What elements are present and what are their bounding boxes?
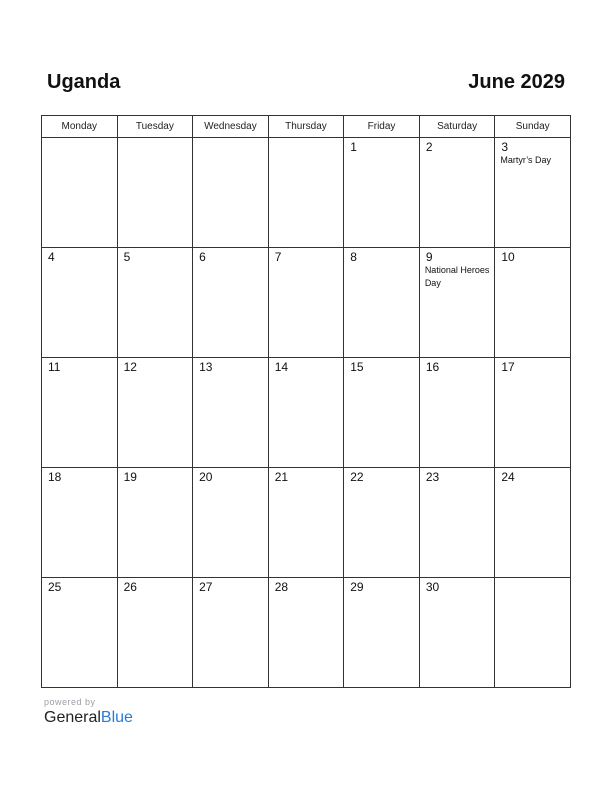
- day-number: 12: [123, 360, 137, 374]
- day-number: 15: [350, 360, 364, 374]
- brand-footer[interactable]: [44, 697, 133, 728]
- day-cell: [495, 358, 571, 468]
- day-cell: [42, 578, 118, 688]
- day-number: 8: [350, 250, 357, 264]
- logo-blue-text: Blue: [100, 709, 133, 726]
- day-number: 7: [274, 250, 282, 264]
- week-row: [42, 468, 571, 578]
- day-number: [42, 138, 117, 140]
- day-cell: [117, 468, 193, 578]
- day-cell: [42, 468, 118, 578]
- day-number: 18: [48, 470, 62, 484]
- holiday-label: National Heroes Day: [424, 265, 490, 288]
- day-number: 9: [425, 250, 433, 264]
- day-cell: [344, 138, 420, 248]
- day-number: 28: [274, 580, 289, 594]
- day-number: 29: [350, 580, 364, 594]
- day-cell: [42, 358, 118, 468]
- day-cell: [419, 578, 495, 688]
- day-cell: [495, 578, 571, 688]
- day-number: 20: [199, 470, 213, 484]
- day-cell: [344, 468, 420, 578]
- day-cell: [193, 468, 269, 578]
- day-cell: [117, 358, 193, 468]
- day-cell: [344, 578, 420, 688]
- day-number: 14: [274, 360, 289, 374]
- day-number: 5: [123, 250, 131, 264]
- day-number: 1: [350, 140, 357, 154]
- calendar-grid: [41, 115, 571, 688]
- day-cell: [193, 578, 269, 688]
- day-cell: [268, 248, 344, 358]
- day-number: 3: [501, 140, 509, 154]
- day-number: 25: [48, 580, 62, 594]
- day-number: 16: [425, 360, 440, 374]
- day-cell: [193, 138, 269, 248]
- weekday-header: Sunday: [495, 116, 571, 138]
- day-number: 22: [350, 470, 364, 484]
- day-number: 4: [48, 250, 55, 264]
- day-cell: [495, 248, 571, 358]
- day-number: [118, 138, 193, 140]
- generalblue-logo: [44, 708, 133, 728]
- day-cell: [42, 138, 118, 248]
- day-number: 10: [501, 250, 515, 264]
- day-cell: [193, 248, 269, 358]
- day-cell: [117, 578, 193, 688]
- logo-general-text: General: [44, 709, 101, 726]
- day-cell: [268, 578, 344, 688]
- day-cell: [419, 138, 495, 248]
- day-cell: [268, 468, 344, 578]
- day-number: 23: [425, 470, 440, 484]
- day-number: 17: [501, 360, 515, 374]
- day-number: 6: [199, 250, 206, 264]
- day-number: 24: [501, 470, 515, 484]
- day-cell: [117, 248, 193, 358]
- day-cell: [419, 248, 495, 358]
- day-cell: [268, 358, 344, 468]
- weekday-header-row: [42, 116, 571, 138]
- day-cell: [419, 468, 495, 578]
- powered-by-text: powered by: [44, 697, 96, 707]
- weekday-header: Wednesday: [193, 116, 269, 138]
- holiday-label: Martyr’s Day: [500, 155, 552, 165]
- day-number: [495, 578, 570, 580]
- day-number: 13: [199, 360, 213, 374]
- country-title: Uganda: [47, 71, 121, 93]
- day-cell: [344, 358, 420, 468]
- week-row: [42, 248, 571, 358]
- day-cell: [193, 358, 269, 468]
- weekday-header: Monday: [42, 116, 118, 138]
- day-number: 26: [123, 580, 137, 594]
- day-cell: [495, 138, 571, 248]
- month-title: June 2029: [468, 71, 565, 93]
- weekday-header: Tuesday: [117, 116, 193, 138]
- day-number: [193, 138, 268, 140]
- day-cell: [495, 468, 571, 578]
- day-number: 11: [48, 360, 61, 374]
- day-cell: [344, 248, 420, 358]
- week-row: [42, 138, 571, 248]
- day-number: 19: [123, 470, 137, 484]
- weekday-header: Saturday: [419, 116, 495, 138]
- day-number: [269, 138, 344, 140]
- weekday-header: Friday: [344, 116, 420, 138]
- day-number: 21: [274, 470, 289, 484]
- week-row: [42, 578, 571, 688]
- day-number: 27: [199, 580, 213, 594]
- day-cell: [117, 138, 193, 248]
- day-cell: [268, 138, 344, 248]
- week-row: [42, 358, 571, 468]
- day-number: 30: [425, 580, 440, 594]
- day-cell: [419, 358, 495, 468]
- day-cell: [42, 248, 118, 358]
- weekday-header: Thursday: [268, 116, 344, 138]
- day-number: 2: [425, 140, 433, 154]
